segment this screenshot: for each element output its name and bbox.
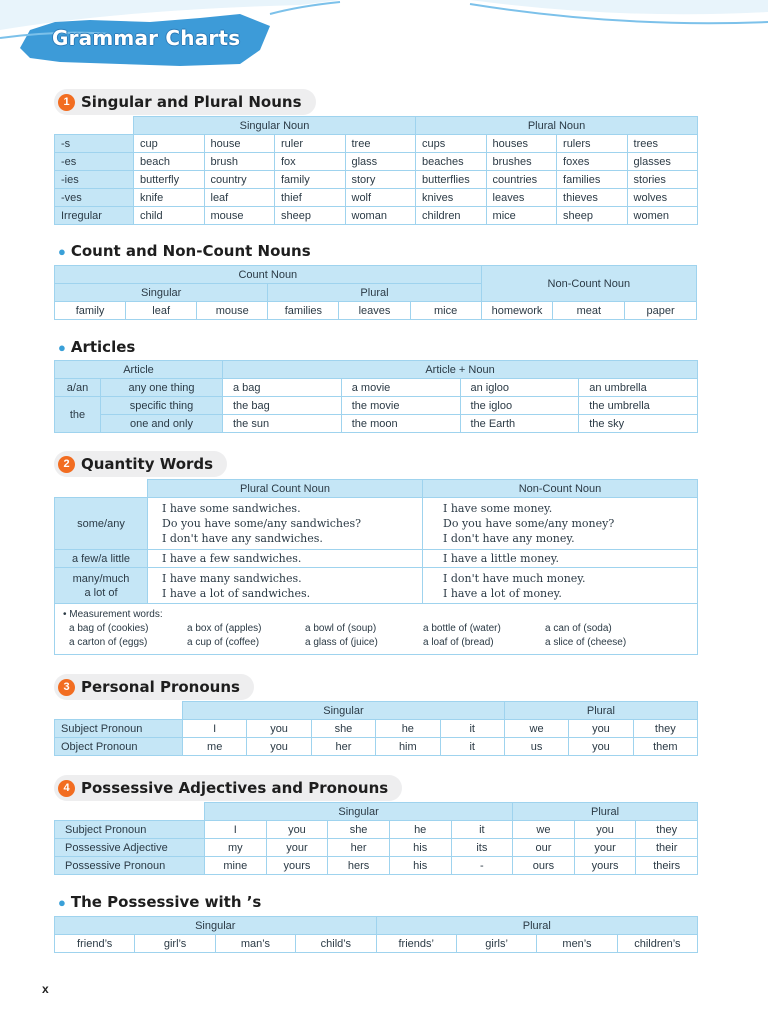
table-cell: mice [486,207,557,225]
table-cell: an igloo [460,379,579,397]
section-header-possessive [54,775,402,801]
table-cell [148,568,423,604]
table-cell: his [389,839,451,857]
table-cell: women [627,207,698,225]
table-cell [148,498,423,550]
measurement-row [63,636,689,650]
table-cell: them [633,738,697,756]
section-header-quantity [54,451,227,477]
section-header-singular-plural [54,89,316,115]
table-cell: friend’s [55,935,135,953]
table-cell: family [275,171,346,189]
table-cell: man’s [215,935,295,953]
table-cell: stories [627,171,698,189]
table-cell: yours [574,857,636,875]
table-cell: they [633,720,697,738]
plural-header: Plural [504,702,697,720]
table-cell: girls’ [456,935,536,953]
table-cell: it [440,720,504,738]
table-cell: friends’ [376,935,456,953]
measurement-item: a box of (apples) [187,623,262,634]
table-cell: the igloo [460,397,579,415]
table-cell: he [376,720,440,738]
row-label: Subject Pronoun [55,720,183,738]
table-cell: I [205,821,267,839]
row-label: many/much a lot of [55,568,148,604]
table-cell: hers [328,857,390,875]
table-row [55,839,698,857]
table-cell: countries [486,171,557,189]
table-cell: mine [205,857,267,875]
table-cell: leaves [486,189,557,207]
table-cell: foxes [557,153,628,171]
table-cell: meat [553,302,625,320]
table-cell: country [204,171,275,189]
noncount-noun-header: Non-Count Noun [481,266,696,302]
table-row [55,935,698,953]
table-cell: paper [625,302,697,320]
table-cell: your [266,839,328,857]
singular-header: Singular [55,284,268,302]
table-cell: knives [416,189,487,207]
section-header-personal-pronouns [54,674,254,700]
plural-noun-header: Plural Noun [416,117,698,135]
article-noun-header: Article + Noun [223,361,698,379]
table-cell: her [328,839,390,857]
subsection-header-articles [58,338,135,356]
section-number-icon: 1 [58,94,75,111]
bullet-dot-icon: ● [58,894,66,910]
table-row [55,379,698,397]
articles-table [54,360,698,433]
table-cell: yours [266,857,328,875]
row-label: Possessive Adjective [55,839,205,857]
table-cell: tree [345,135,416,153]
table-cell: beach [134,153,205,171]
table-cell: - [451,857,513,875]
example-sentence: Do you have some/any money? [443,517,615,530]
section-title: Possessive Adjectives and Pronouns [81,779,389,797]
table-row [55,498,698,550]
measurement-item: a glass of (juice) [305,637,378,648]
table-cell: her [311,738,375,756]
table-cell: cups [416,135,487,153]
table-cell: family [55,302,126,320]
example-sentence: I don't have any sandwiches. [162,532,323,545]
singular-header: Singular [55,917,377,935]
table-cell: you [569,738,633,756]
table-cell: wolf [345,189,416,207]
table-cell: fox [275,153,346,171]
table-cell: our [513,839,575,857]
singular-header: Singular [183,702,505,720]
row-label: a/an [55,379,101,397]
table-cell: story [345,171,416,189]
table-cell: he [389,821,451,839]
table-cell: brush [204,153,275,171]
row-label: Object Pronoun [55,738,183,756]
measurement-item: a bottle of (water) [423,623,501,634]
table-cell [423,498,698,550]
table-cell: glasses [627,153,698,171]
table-cell: she [328,821,390,839]
table-cell: thief [275,189,346,207]
table-cell: theirs [636,857,698,875]
table-cell: his [389,857,451,875]
count-noun-header: Count Noun [55,266,482,284]
row-label: -ves [55,189,134,207]
example-sentence: I have many sandwiches. [162,571,302,585]
table-cell: house [204,135,275,153]
table-cell: trees [627,135,698,153]
table-cell: you [574,821,636,839]
plural-header: Plural [513,803,698,821]
table-cell: we [504,720,568,738]
table-cell: children [416,207,487,225]
table-cell: leaf [126,302,197,320]
table-cell: it [440,738,504,756]
row-label: Subject Pronoun [55,821,205,839]
possessive-s-table [54,916,698,953]
table-row [55,821,698,839]
table-cell: leaf [204,189,275,207]
noncount-header: Non-Count Noun [423,480,698,498]
table-row [55,857,698,875]
measurement-item: a loaf of (bread) [423,637,494,648]
table-cell: I [183,720,247,738]
table-cell: ours [513,857,575,875]
table-row [55,135,698,153]
table-cell: it [451,821,513,839]
table-cell: woman [345,207,416,225]
table-cell: the moon [341,415,460,433]
page-number: x [42,982,49,996]
table-cell: cup [134,135,205,153]
table-row [55,189,698,207]
table-cell: you [266,821,328,839]
subsection-header-count [58,242,311,260]
table-cell: mice [410,302,481,320]
example-sentence: I have a lot of money. [443,586,562,600]
section-number-icon: 4 [58,780,75,797]
measurement-item: a cup of (coffee) [187,637,260,648]
table-cell: a movie [341,379,460,397]
table-cell: mouse [204,207,275,225]
row-label: some/any [55,498,148,550]
table-cell: your [574,839,636,857]
table-cell: families [557,171,628,189]
section-title: Singular and Plural Nouns [81,93,302,111]
table-cell: thieves [557,189,628,207]
table-cell: him [376,738,440,756]
table-row [55,738,698,756]
measurement-title: • Measurement words: [63,609,163,620]
usage-label: specific thing [101,397,223,415]
table-row [55,550,698,568]
table-cell: my [205,839,267,857]
table-cell: they [636,821,698,839]
table-cell: the bag [223,397,342,415]
subsection-title: Articles [70,338,136,356]
table-cell: you [247,720,311,738]
plural-header: Plural [376,917,698,935]
table-row [55,171,698,189]
table-row [55,207,698,225]
table-cell: a bag [223,379,342,397]
measurement-item: a slice of (cheese) [545,637,627,648]
table-cell: she [311,720,375,738]
table-cell: sheep [275,207,346,225]
table-cell: we [513,821,575,839]
table-cell: families [268,302,339,320]
row-label: Possessive Pronoun [55,857,205,875]
section-title: Personal Pronouns [81,678,240,696]
example-sentence: I don't have much money. [443,571,586,585]
table-cell: you [247,738,311,756]
table-cell: ruler [275,135,346,153]
measurement-item: a carton of (eggs) [69,637,148,648]
row-label: -ies [55,171,134,189]
section-title: Quantity Words [81,455,214,473]
table-cell: you [569,720,633,738]
usage-label: one and only [101,415,223,433]
table-cell: knife [134,189,205,207]
singular-plural-table [54,116,698,225]
table-cell: its [451,839,513,857]
subsection-title: The Possessive with ’s [70,893,262,911]
table-cell: butterflies [416,171,487,189]
table-cell: an umbrella [579,379,698,397]
example-sentence: I have some money. [443,502,553,515]
possessive-table [54,802,698,875]
example-sentence: I have a lot of sandwiches. [162,586,311,600]
usage-label: any one thing [101,379,223,397]
table-cell: girl’s [135,935,215,953]
table-cell: the sky [579,415,698,433]
table-cell: the Earth [460,415,579,433]
table-cell: homework [481,302,553,320]
table-cell: houses [486,135,557,153]
row-label: a few/a little [55,550,148,568]
bullet-dot-icon: ● [58,243,66,259]
table-cell: mouse [197,302,268,320]
article-header: Article [55,361,223,379]
measurement-row [63,622,689,636]
measurement-item: a bag of (cookies) [69,623,149,634]
plural-header: Plural [268,284,481,302]
count-noncount-table [54,265,697,320]
row-label: the [55,397,101,433]
table-row [55,415,698,433]
measurement-words-cell [55,604,698,655]
plural-count-header: Plural Count Noun [148,480,423,498]
table-row [55,397,698,415]
table-row [55,720,698,738]
table-cell: wolves [627,189,698,207]
singular-noun-header: Singular Noun [134,117,416,135]
table-cell: beaches [416,153,487,171]
singular-header: Singular [205,803,513,821]
table-cell: men’s [537,935,617,953]
measurement-item: a bowl of (soup) [305,623,377,634]
table-cell: the sun [223,415,342,433]
table-cell: rulers [557,135,628,153]
table-row [55,153,698,171]
table-cell: me [183,738,247,756]
subsection-header-possessive-s [58,893,261,911]
example-sentence: I don't have any money. [443,532,575,545]
table-cell: sheep [557,207,628,225]
personal-pronouns-table [54,701,698,756]
table-cell: the movie [341,397,460,415]
table-cell: us [504,738,568,756]
table-cell: the umbrella [579,397,698,415]
table-cell [423,568,698,604]
bullet-dot-icon: ● [58,339,66,355]
section-number-icon: 2 [58,456,75,473]
page-title: Grammar Charts [52,26,241,50]
row-label: -s [55,135,134,153]
section-number-icon: 3 [58,679,75,696]
example-sentence: I have some sandwiches. [162,502,301,515]
measurement-words-row [55,604,698,655]
table-row [55,568,698,604]
table-row [55,302,697,320]
table-cell: child [134,207,205,225]
table-cell: leaves [339,302,410,320]
table-cell: children’s [617,935,697,953]
example-sentence: Do you have some/any sandwiches? [162,517,362,530]
table-cell: I have a little money. [423,550,698,568]
quantity-words-table [54,479,698,655]
subsection-title: Count and Non-Count Nouns [70,242,311,260]
row-label: -es [55,153,134,171]
table-cell: child’s [296,935,376,953]
table-cell: brushes [486,153,557,171]
table-cell: glass [345,153,416,171]
row-label: Irregular [55,207,134,225]
table-cell: their [636,839,698,857]
table-cell: butterfly [134,171,205,189]
table-cell: I have a few sandwiches. [148,550,423,568]
measurement-item: a can of (soda) [545,623,612,634]
